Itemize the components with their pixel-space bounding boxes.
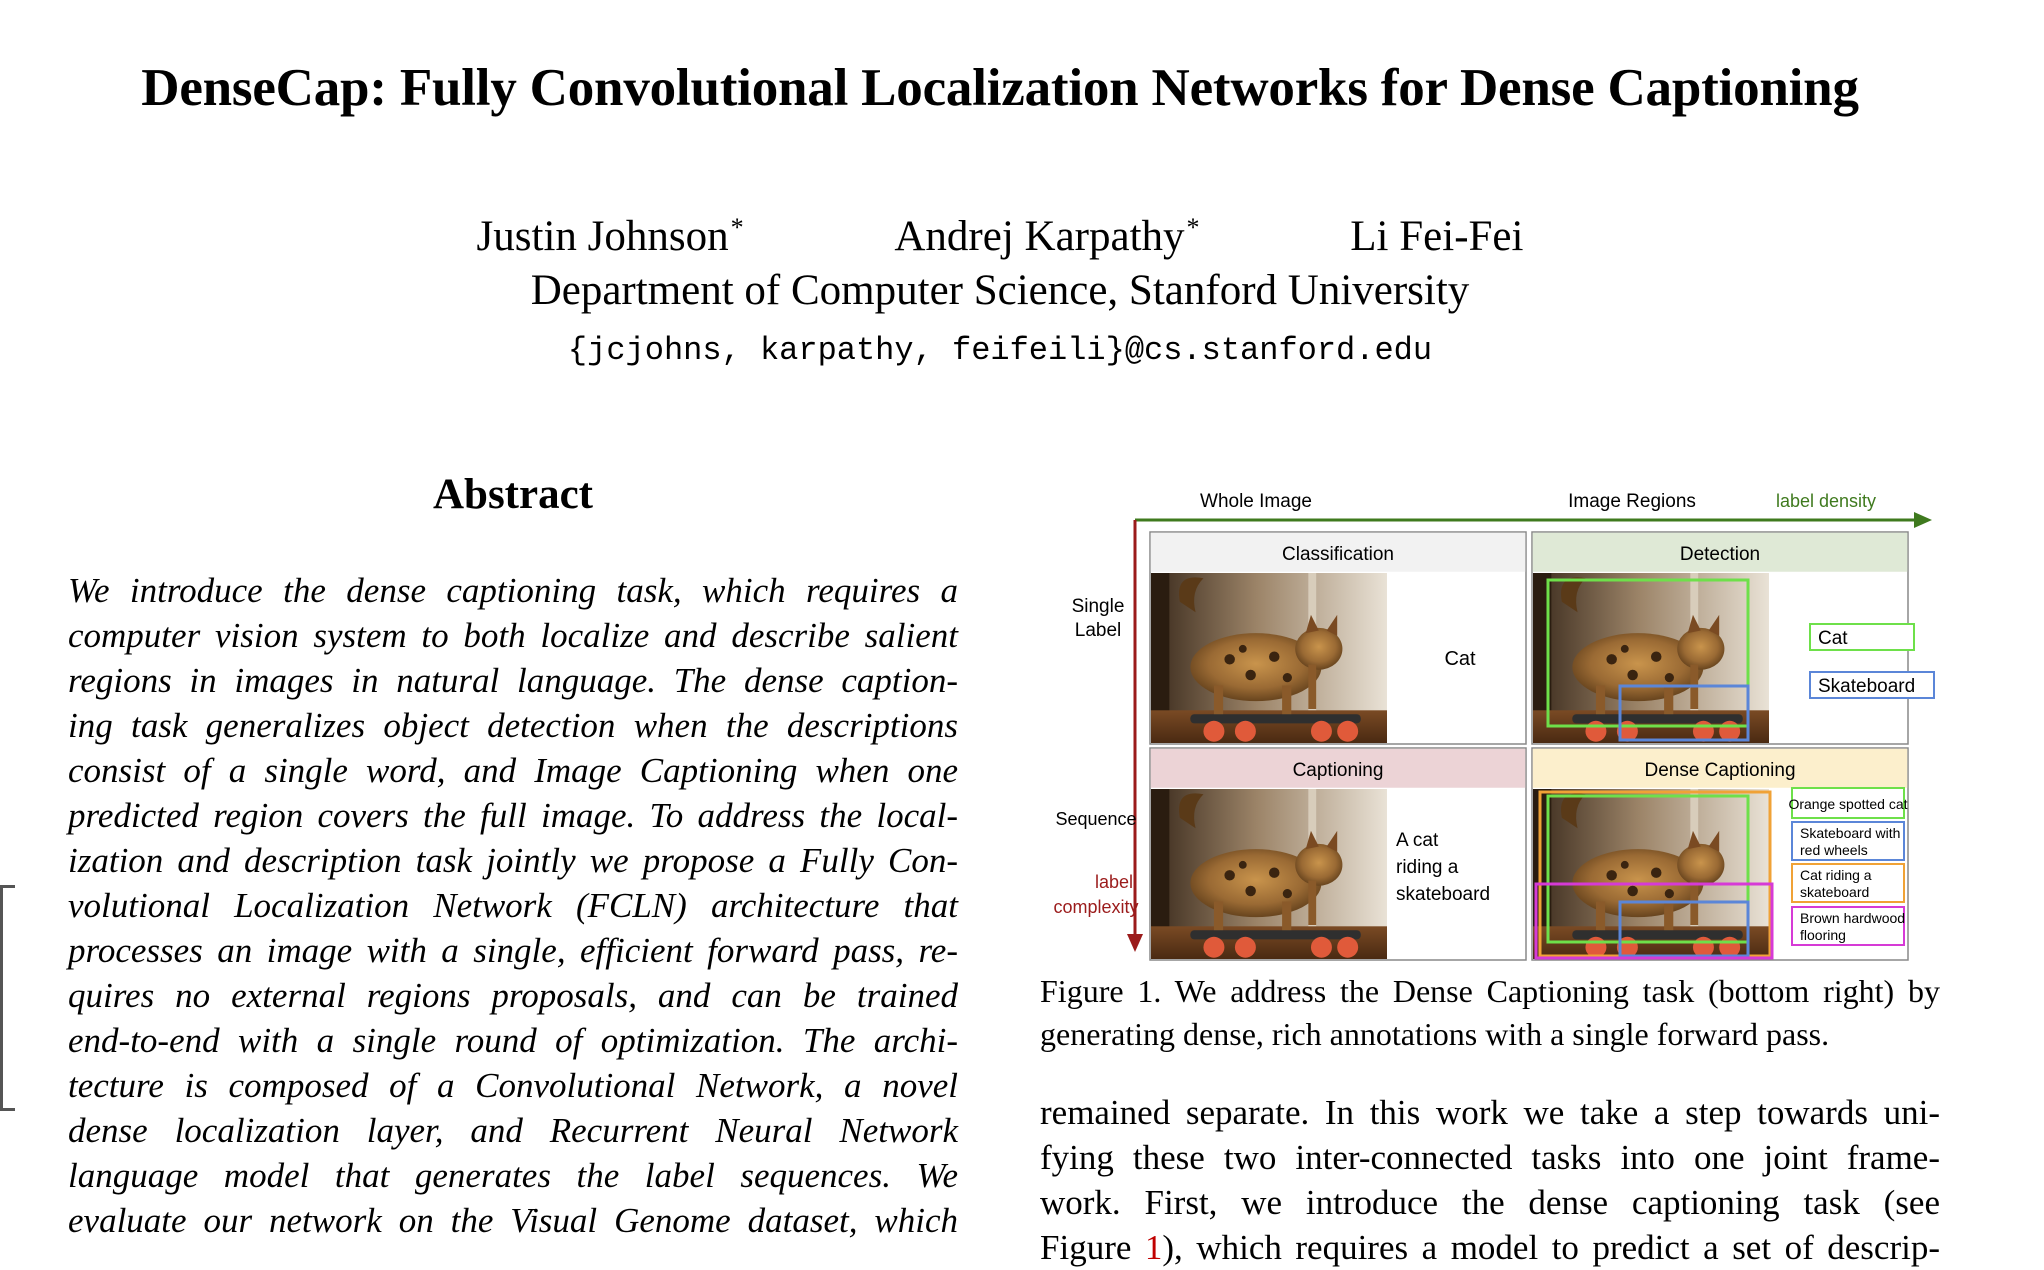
abstract-line: processes an image with a single, efficient forward pass, re-: [68, 931, 958, 970]
label-density: label density: [1775, 491, 1877, 511]
dense-label-skateboard-1: Skateboard with: [1800, 825, 1901, 841]
panel-detection: [1532, 532, 1934, 744]
abstract-line: computer vision system to both localize and describe salient: [68, 616, 958, 655]
detection-title: Detection: [1679, 544, 1761, 565]
detection-label-skateboard: Skateboard: [1818, 676, 1916, 697]
captioning-line-3: skateboard: [1396, 884, 1491, 905]
abstract-text: [68, 568, 958, 1243]
captioning-line-1: A cat: [1396, 830, 1439, 851]
abstract-line: regions in images in natural language. The dense caption-: [68, 661, 958, 700]
abstract-line: volutional Localization Network (FCLN) architecture that: [68, 886, 958, 925]
caption-line: Figure 1. We address the Dense Captioning task (bottom right) by: [1040, 973, 1940, 1009]
label-single: Single: [1071, 596, 1125, 617]
complexity-arrow-head: [1127, 934, 1143, 952]
body-text-right: [1040, 1090, 1940, 1270]
classification-title: Classification: [1282, 544, 1394, 565]
abstract-line: end-to-end with a single round of optimization. The archi-: [68, 1021, 958, 1060]
dense-label-skateboard-2: red wheels: [1800, 842, 1868, 858]
panel-captioning: [1150, 748, 1526, 960]
dense-title: Dense Captioning: [1644, 760, 1796, 781]
author-3: Li Fei-Fei: [1350, 213, 1524, 260]
abstract-line: ing task generalizes object detection when the descriptions: [68, 706, 958, 745]
figure-caption: [1040, 970, 1940, 1056]
body-line: work. First, we introduce the dense captioning task (see: [1040, 1183, 1940, 1222]
panel-dense-captioning: [1532, 748, 1908, 960]
margin-bracket: [0, 885, 15, 1111]
dense-label-floor-2: flooring: [1800, 927, 1846, 943]
label-label: Label: [1074, 620, 1122, 641]
classification-label: Cat: [1444, 648, 1476, 670]
label-complexity-2: complexity: [1053, 897, 1139, 917]
abstract-line: dense localization layer, and Recurrent Neural Network: [68, 1111, 958, 1150]
caption-line: generating dense, rich annotations with a single forward pass.: [1040, 1016, 1830, 1052]
email-address: {jcjohns, karpathy, feifeili}@cs.stanford.edu: [567, 332, 1433, 369]
label-whole-image: Whole Image: [1200, 491, 1312, 512]
abstract-line: consist of a single word, and Image Captioning when one: [68, 751, 958, 790]
abstract-line: We introduce the dense captioning task, which requires a: [68, 571, 958, 610]
label-complexity-1: label: [1094, 872, 1134, 892]
abstract-line: predicted region covers the full image. To address the local-: [68, 796, 958, 835]
label-image-regions: Image Regions: [1568, 491, 1696, 512]
dense-label-orange-cat: Orange spotted cat: [1788, 796, 1908, 812]
body-line: Figure 1), which requires a model to predict a set of descrip-: [1040, 1228, 1940, 1267]
figure-ref-link[interactable]: 1: [1144, 1228, 1163, 1267]
abstract-line: quires no external regions proposals, and can be trained: [68, 976, 958, 1015]
paper-title: DenseCap: Fully Convolutional Localization Networks for Dense Captioning: [141, 59, 1859, 117]
author-2: Andrej Karpathy*: [894, 213, 1200, 260]
density-arrow-head: [1914, 512, 1932, 528]
author-list: [0, 212, 2000, 261]
abstract-heading: Abstract: [432, 471, 593, 518]
captioning-title: Captioning: [1292, 760, 1384, 781]
abstract-line: tecture is composed of a Convolutional Network, a novel: [68, 1066, 958, 1105]
label-sequence: Sequence: [1055, 809, 1137, 829]
abstract-line: ization and description task jointly we propose a Fully Con-: [68, 841, 958, 880]
dense-label-riding-1: Cat riding a: [1800, 867, 1872, 883]
affiliation: Department of Computer Science, Stanford University: [530, 267, 1470, 314]
body-line: remained separate. In this work we take a step towards uni-: [1040, 1093, 1940, 1132]
detection-label-cat: Cat: [1818, 628, 1848, 649]
dense-label-riding-2: skateboard: [1800, 884, 1870, 900]
dense-label-floor-1: Brown hardwood: [1800, 910, 1906, 926]
abstract-line: evaluate our network on the Visual Genome dataset, which: [68, 1201, 958, 1240]
body-line: fying these two inter-connected tasks into one joint frame-: [1040, 1138, 1940, 1177]
panel-classification: [1150, 532, 1526, 744]
captioning-line-2: riding a: [1396, 857, 1459, 878]
figure-1-diagram: [1040, 470, 1940, 970]
author-1: Justin Johnson*: [476, 213, 744, 260]
abstract-line: language model that generates the label sequences. We: [68, 1156, 958, 1195]
